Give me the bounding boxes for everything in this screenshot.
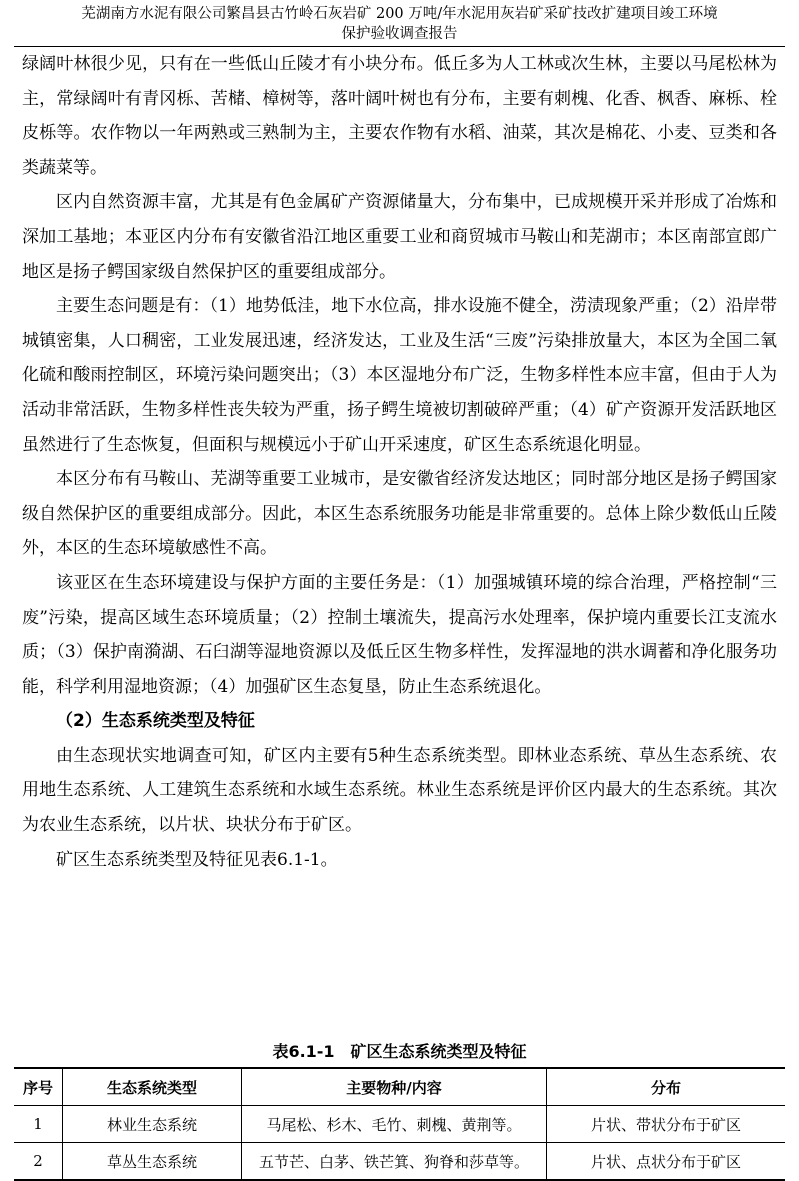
table-cell: 1 xyxy=(14,1106,63,1143)
paragraph: 主要生态问题是有：（1）地势低洼，地下水位高，排水设施不健全，涝渍现象严重；（2）沿岸带城镇密集，人口稠密，工业发展迅速，经济发达，工业及生活“三废”污染排放量大，本区为全国二氧化硫和酸雨控制区，环境污染问题突出；（3）本区湿地分布广泛，生物多样性本应丰富，但由于人为活动非常活跃，生物多样性丧失较为严重，扬子鳄生境被切割破碎严重；（4）矿产资源开发活跃地区虽然进行了生态恢复，但面积与规模远小于矿山开采速度，矿区生态系统退化明显。 xyxy=(22,296,777,455)
header-title-line1: 芜湖南方水泥有限公司繁昌县古竹岭石灰岩矿 200 万吨/年水泥用灰岩矿采矿技改扩建项目竣工环境 xyxy=(81,6,718,22)
table-cell: 片状、点状分布于矿区 xyxy=(547,1143,786,1181)
table-cell: 片状、带状分布于矿区 xyxy=(547,1106,786,1143)
paragraph: 本区分布有马鞍山、芜湖等重要工业城市，是安徽省经济发达地区；同时部分地区是扬子鳄国家级自然保护区的重要组成部分。因此，本区生态系统服务功能是非常重要的。总体上除少数低山丘陵外，本区的生态环境敏感性不高。 xyxy=(22,469,777,559)
table-row xyxy=(14,1143,785,1181)
column-header: 序号 xyxy=(14,1068,63,1106)
table-cell: 2 xyxy=(14,1143,63,1181)
table-cell: 林业生态系统 xyxy=(63,1106,242,1143)
paragraph: 矿区生态系统类型及特征见表6.1-1。 xyxy=(56,849,338,870)
document-body xyxy=(22,47,777,877)
paragraph: 由生态现状实地调查可知，矿区内主要有5种生态系统类型。即林业态系统、草丛生态系统、农用地生态系统、人工建筑生态系统和水域生态系统。林业生态系统是评价区内最大的生态系统。其次为农业生态系统，以片状、块状分布于矿区。 xyxy=(22,745,777,836)
table-row xyxy=(14,1106,785,1143)
paragraph: 该亚区在生态环境建设与保护方面的主要任务是：（1）加强城镇环境的综合治理，严格控制“三废”污染，提高区域生态环境质量；（2）控制土壤流失，提高污水处理率，保护境内重要长江支流水质；（3）保护南漪湖、石臼湖等湿地资源以及低丘区生物多样性，发挥湿地的洪水调蓄和净化服务功能，科学利用湿地资源；（4）加强矿区生态复垦，防止生态系统退化。 xyxy=(22,572,777,697)
paragraph: 区内自然资源丰富，尤其是有色金属矿产资源储量大，分布集中，已成规模开采并形成了冶炼和深加工基地；本亚区内分布有安徽省沿江地区重要工业和商贸城市马鞍山和芜湖市；本区南部宣郎广地区是扬子鳄国家级自然保护区的重要组成部分。 xyxy=(22,192,777,282)
ecosystem-table xyxy=(14,1067,785,1181)
column-header: 生态系统类型 xyxy=(63,1068,242,1106)
section-heading: （2）生态系统类型及特征 xyxy=(56,711,255,732)
page-header xyxy=(14,4,785,47)
table-header-row xyxy=(14,1068,785,1106)
table-caption: 表6.1-1 矿区生态系统类型及特征 xyxy=(272,1042,527,1061)
table-cell: 草丛生态系统 xyxy=(63,1143,242,1181)
column-header: 主要物种/内容 xyxy=(242,1068,547,1106)
table-cell: 五节芒、白茅、铁芒箕、狗脊和莎草等。 xyxy=(242,1143,547,1181)
header-title-line2: 保护验收调查报告 xyxy=(341,26,458,42)
paragraph: 绿阔叶林很少见，只有在一些低山丘陵才有小块分布。低丘多为人工林或次生林，主要以马尾松林为主，常绿阔叶有青冈栎、苦槠、樟树等，落叶阔叶树也有分布，主要有刺槐、化香、枫香、麻栎、栓皮栎等。农作物以一年两熟或三熟制为主，主要农作物有水稻、油菜，其次是棉花、小麦、豆类和各类蔬菜等。 xyxy=(22,54,777,178)
column-header: 分布 xyxy=(547,1068,786,1106)
table-cell: 马尾松、杉木、毛竹、刺槐、黄荆等。 xyxy=(242,1106,547,1143)
